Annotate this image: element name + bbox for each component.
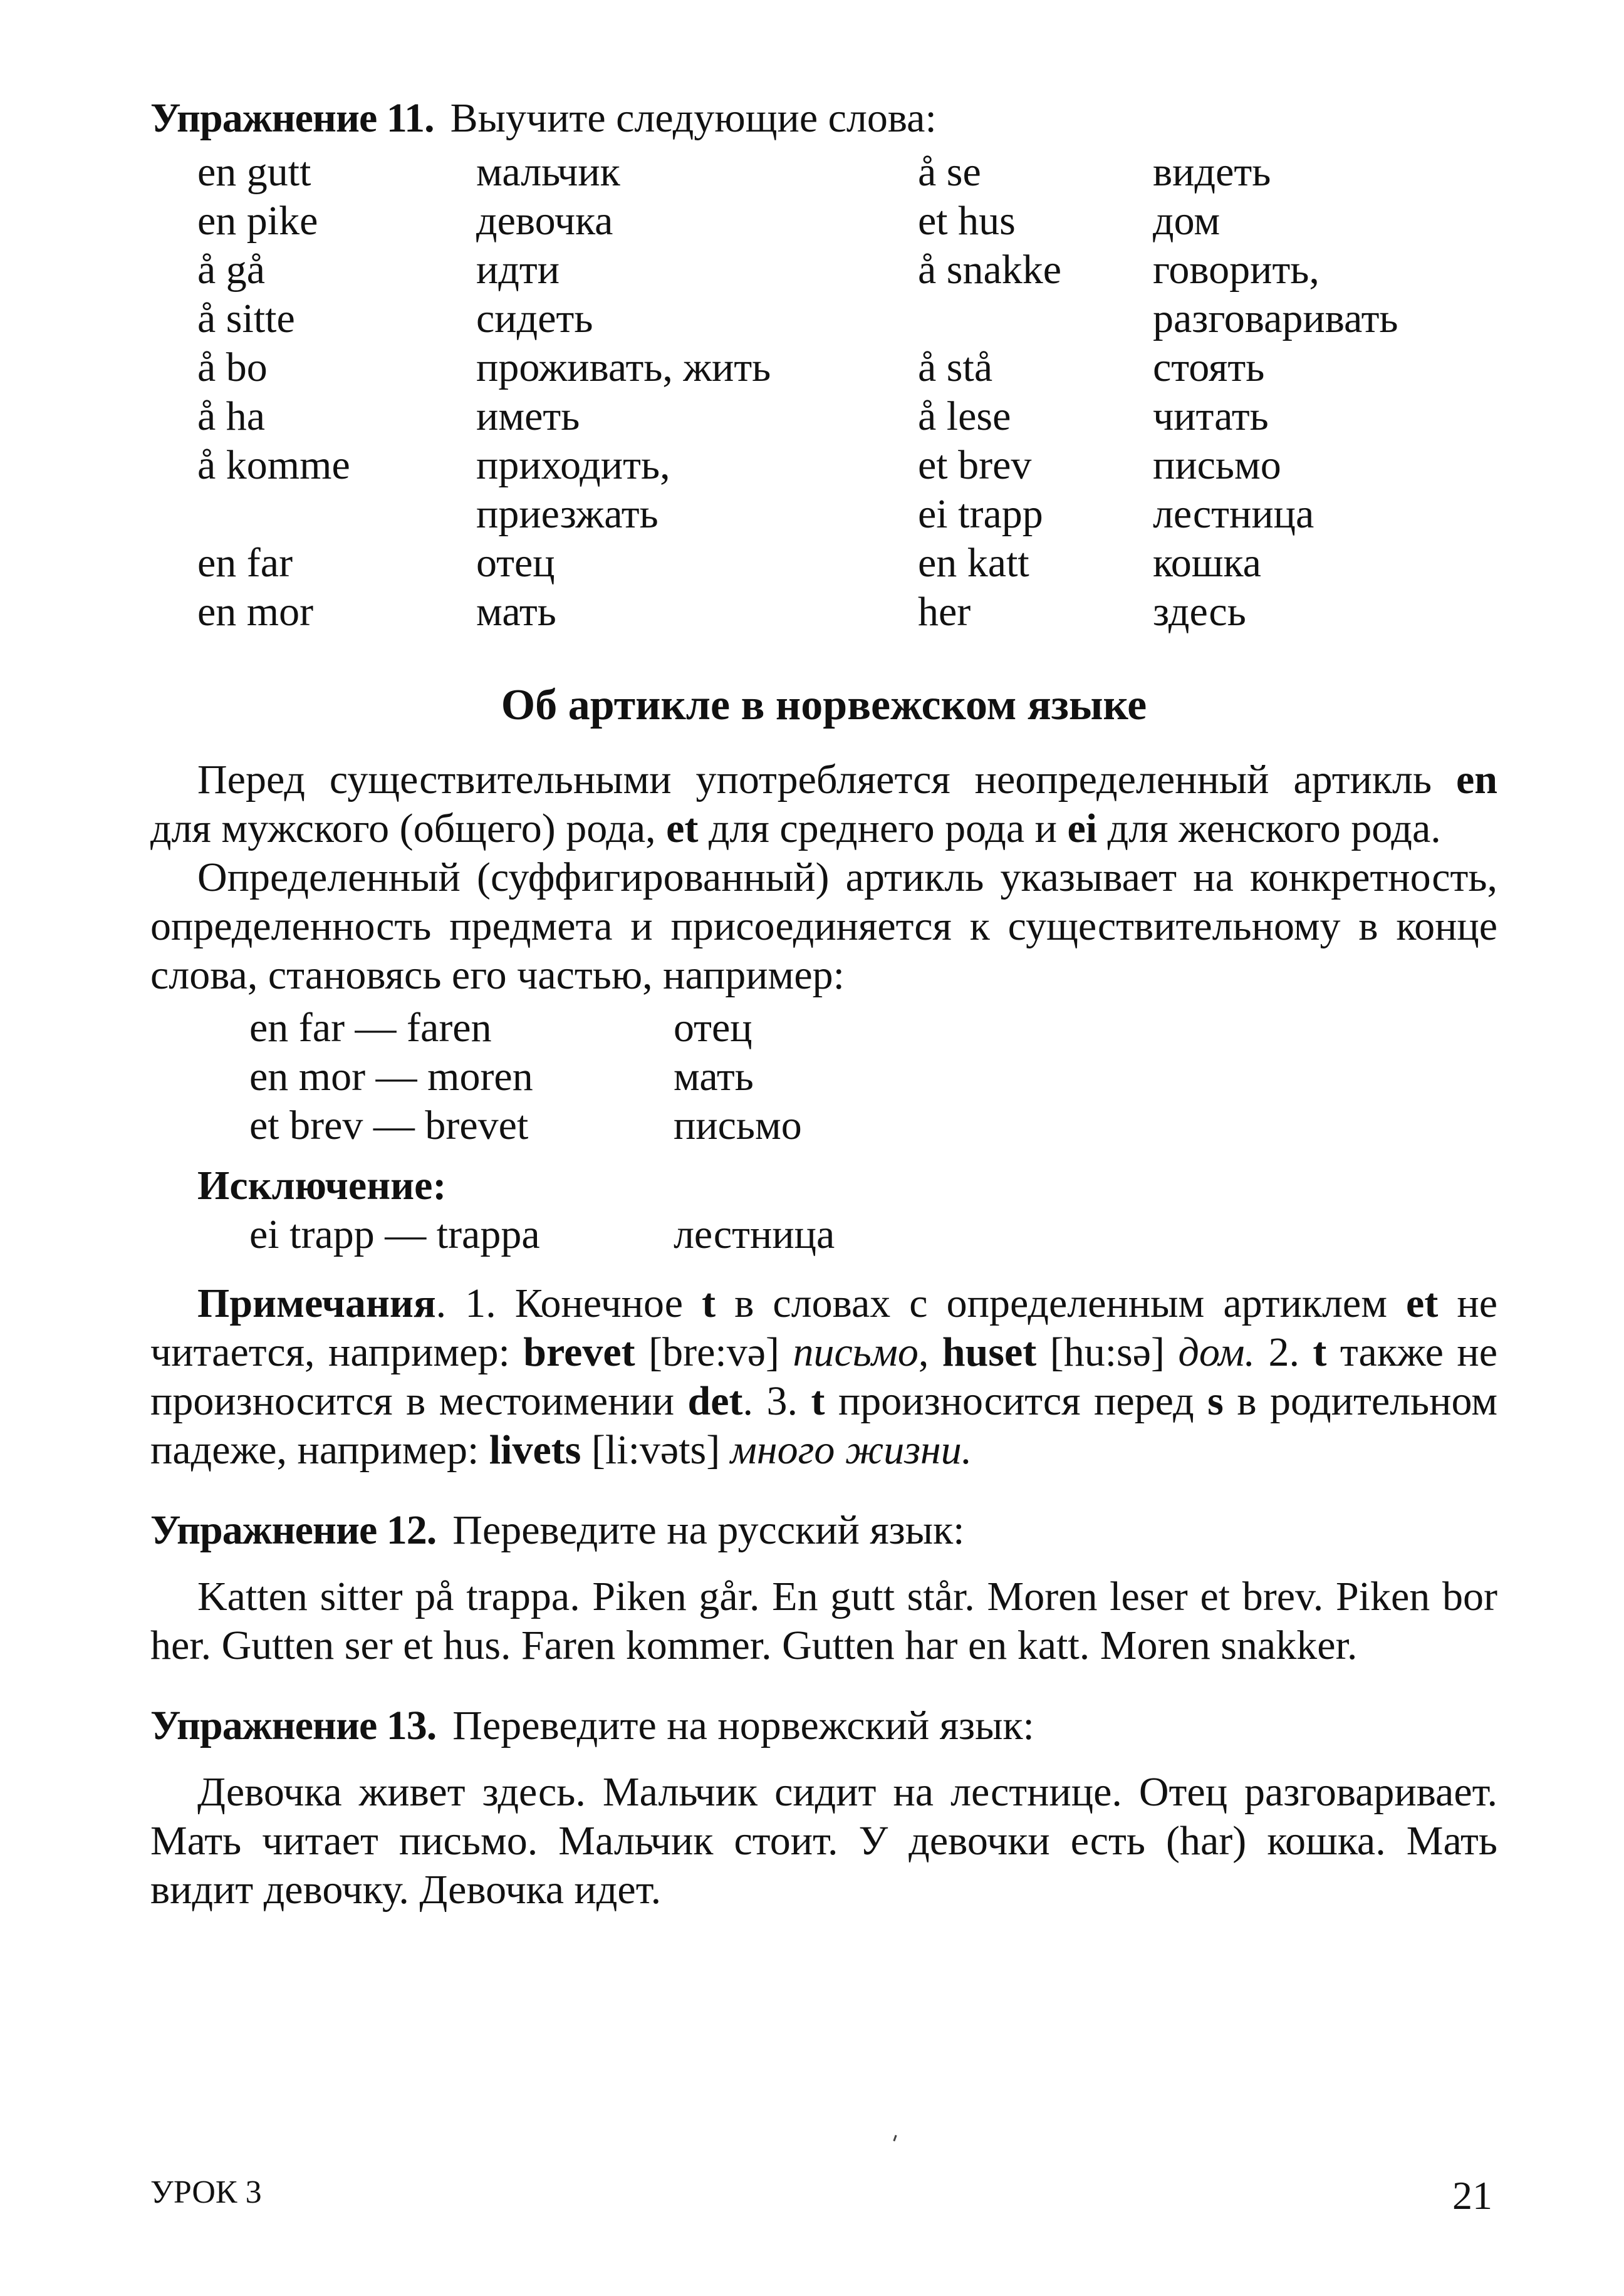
- text-fragment: не читается, например:: [150, 1280, 1497, 1375]
- vocab-norwegian: å ha: [197, 393, 266, 439]
- transcription: [hu:sə]: [1036, 1329, 1179, 1375]
- vocab-norwegian: et hus: [918, 198, 1016, 244]
- notes-label: Примечания: [197, 1280, 436, 1326]
- vocab-russian: девочка: [476, 198, 613, 244]
- vocab-row: [150, 294, 1497, 343]
- vocab-row: [150, 246, 1497, 294]
- vocab-norwegian: å se: [918, 149, 981, 195]
- vocab-russian: разговаривать: [1153, 296, 1398, 341]
- term-en: en: [1456, 757, 1497, 803]
- vocab-russian: отец: [476, 540, 555, 586]
- textbook-page: [150, 94, 1497, 1914]
- vocab-norwegian: å stå: [918, 345, 993, 390]
- vocab-norwegian: en pike: [197, 198, 318, 244]
- text-fragment: . 3.: [742, 1378, 811, 1424]
- term: t: [811, 1378, 825, 1424]
- text-fragment: 2.: [1254, 1329, 1313, 1375]
- exception-norwegian: ei trapp — trappa: [249, 1212, 540, 1257]
- text-fragment: в родительном падеже, например:: [150, 1378, 1497, 1473]
- exception-row: [150, 1210, 1497, 1259]
- term: s: [1207, 1378, 1224, 1424]
- example-russian: мать: [674, 1054, 754, 1099]
- example-norwegian: en mor — moren: [249, 1054, 533, 1099]
- vocab-russian: мать: [476, 589, 556, 635]
- exercise-11-instruction: Выучите следующие слова:: [450, 95, 937, 141]
- term-et: et: [666, 806, 699, 851]
- vocab-norwegian: en katt: [918, 540, 1029, 586]
- vocab-russian: идти: [476, 247, 560, 293]
- text-fragment: произносится перед: [825, 1378, 1208, 1424]
- vocab-russian: говорить,: [1153, 247, 1320, 293]
- translation: письмо: [793, 1329, 919, 1375]
- exercise-11-heading: [150, 94, 1497, 143]
- transcription: [bre:və]: [635, 1329, 793, 1375]
- vocab-russian: лестница: [1153, 491, 1314, 537]
- section-title: Об артикле в норвежском языке: [501, 681, 1147, 729]
- term: t: [1313, 1329, 1327, 1375]
- example-russian: отец: [674, 1005, 752, 1051]
- vocab-row: [150, 588, 1497, 636]
- term: det: [687, 1378, 743, 1424]
- vocab-norwegian: å komme: [197, 442, 350, 488]
- article-paragraph-2: Определенный (суффигированный) артикль указывает на конкретность, определенность предмета и присоединяется к существительному в конце слова, становясь его частью, например:: [150, 855, 1497, 998]
- vocab-row: [150, 392, 1497, 441]
- vocabulary-table: [150, 148, 1497, 643]
- text-fragment: для женского рода.: [1097, 806, 1441, 851]
- exception-russian: лестница: [674, 1212, 835, 1257]
- term: huset: [942, 1329, 1037, 1375]
- text-fragment: в словах с определенным артиклем: [716, 1280, 1407, 1326]
- vocab-norwegian: en mor: [197, 589, 314, 635]
- example-row: [150, 1052, 1497, 1101]
- vocab-russian: дом: [1153, 198, 1221, 244]
- example-norwegian: et brev — brevet: [249, 1103, 529, 1148]
- vocab-russian: проживать, жить: [476, 345, 771, 390]
- vocab-russian: иметь: [476, 393, 580, 439]
- vocab-norwegian: ei trapp: [918, 491, 1043, 537]
- scan-speck: [893, 2135, 897, 2141]
- text-fragment: для среднего рода и: [698, 806, 1068, 851]
- vocab-russian: кошка: [1153, 540, 1261, 586]
- exercise-13-instruction: Переведите на норвежский язык:: [452, 1703, 1034, 1748]
- term: t: [702, 1280, 716, 1326]
- exercise-12-heading: [150, 1506, 1497, 1555]
- vocab-norwegian: her: [918, 589, 971, 635]
- vocab-russian: приходить,: [476, 442, 670, 488]
- vocab-russian: мальчик: [476, 149, 620, 195]
- lesson-footer: УРОК 3: [150, 2174, 262, 2210]
- vocab-row: [150, 490, 1497, 539]
- vocab-row: [150, 343, 1497, 392]
- vocab-row: [150, 148, 1497, 197]
- exercise-12-label: Упражнение 12.: [150, 1507, 437, 1553]
- page-number: 21: [1452, 2173, 1492, 2218]
- vocab-norwegian: å snakke: [918, 247, 1062, 293]
- vocab-russian: стоять: [1153, 345, 1265, 390]
- definite-article-examples: [150, 1004, 1497, 1150]
- text-fragment: . 1. Конечное: [435, 1280, 702, 1326]
- vocab-russian: здесь: [1153, 589, 1246, 635]
- vocab-row: [150, 197, 1497, 246]
- vocab-norwegian: en far: [197, 540, 293, 586]
- vocab-norwegian: en gutt: [197, 149, 311, 195]
- vocab-russian: видеть: [1153, 149, 1271, 195]
- exercise-13-label: Упражнение 13.: [150, 1703, 437, 1748]
- exercise-13-heading: [150, 1701, 1497, 1750]
- vocab-row: [150, 441, 1497, 490]
- notes-paragraph: [150, 1279, 1497, 1475]
- exception-label: Исключение:: [197, 1163, 447, 1208]
- example-russian: письмо: [674, 1103, 802, 1148]
- exercise-11-label: Упражнение 11.: [150, 95, 434, 141]
- exercise-13-text: Девочка живет здесь. Мальчик сидит на лестнице. Отец разговаривает. Мать читает письмо. Мальчик стоит. У девочки есть (har) кошка. Мать видит девочку. Девочка идет.: [150, 1769, 1497, 1913]
- term: livets: [489, 1427, 581, 1473]
- vocab-norwegian: å gå: [197, 247, 266, 293]
- transcription: [li:vəts]: [581, 1427, 731, 1473]
- vocab-norwegian: et brev: [918, 442, 1032, 488]
- text-fragment: для мужского (общего) рода,: [150, 806, 667, 851]
- translation: много жизни.: [730, 1427, 972, 1473]
- vocab-russian: сидеть: [476, 296, 593, 341]
- vocab-russian: письмо: [1153, 442, 1281, 488]
- vocab-russian: читать: [1153, 393, 1269, 439]
- text-fragment: также не произносится в местоимении: [150, 1329, 1497, 1424]
- exercise-12-instruction: Переведите на русский язык:: [452, 1507, 965, 1553]
- example-row: [150, 1004, 1497, 1052]
- text-fragment: Перед существительными употребляется неопределенный артикль: [197, 757, 1456, 803]
- example-norwegian: en far — faren: [249, 1005, 492, 1051]
- vocab-norwegian: å sitte: [197, 296, 295, 341]
- vocab-norwegian: å lese: [918, 393, 1011, 439]
- term: brevet: [523, 1329, 635, 1375]
- vocab-russian: приезжать: [476, 491, 658, 537]
- term: et: [1406, 1280, 1439, 1326]
- example-row: [150, 1101, 1497, 1150]
- translation: дом.: [1178, 1329, 1255, 1375]
- vocab-row: [150, 539, 1497, 588]
- term-ei: ei: [1067, 806, 1098, 851]
- text-fragment: ,: [918, 1329, 942, 1375]
- vocab-norwegian: å bo: [197, 345, 268, 390]
- exercise-12-text: Katten sitter på trappa. Piken går. En gutt står. Moren leser et brev. Piken bor her. Gutten ser et hus. Faren kommer. Gutten har en katt. Moren snakker.: [150, 1574, 1497, 1668]
- article-paragraph-1: [150, 756, 1497, 853]
